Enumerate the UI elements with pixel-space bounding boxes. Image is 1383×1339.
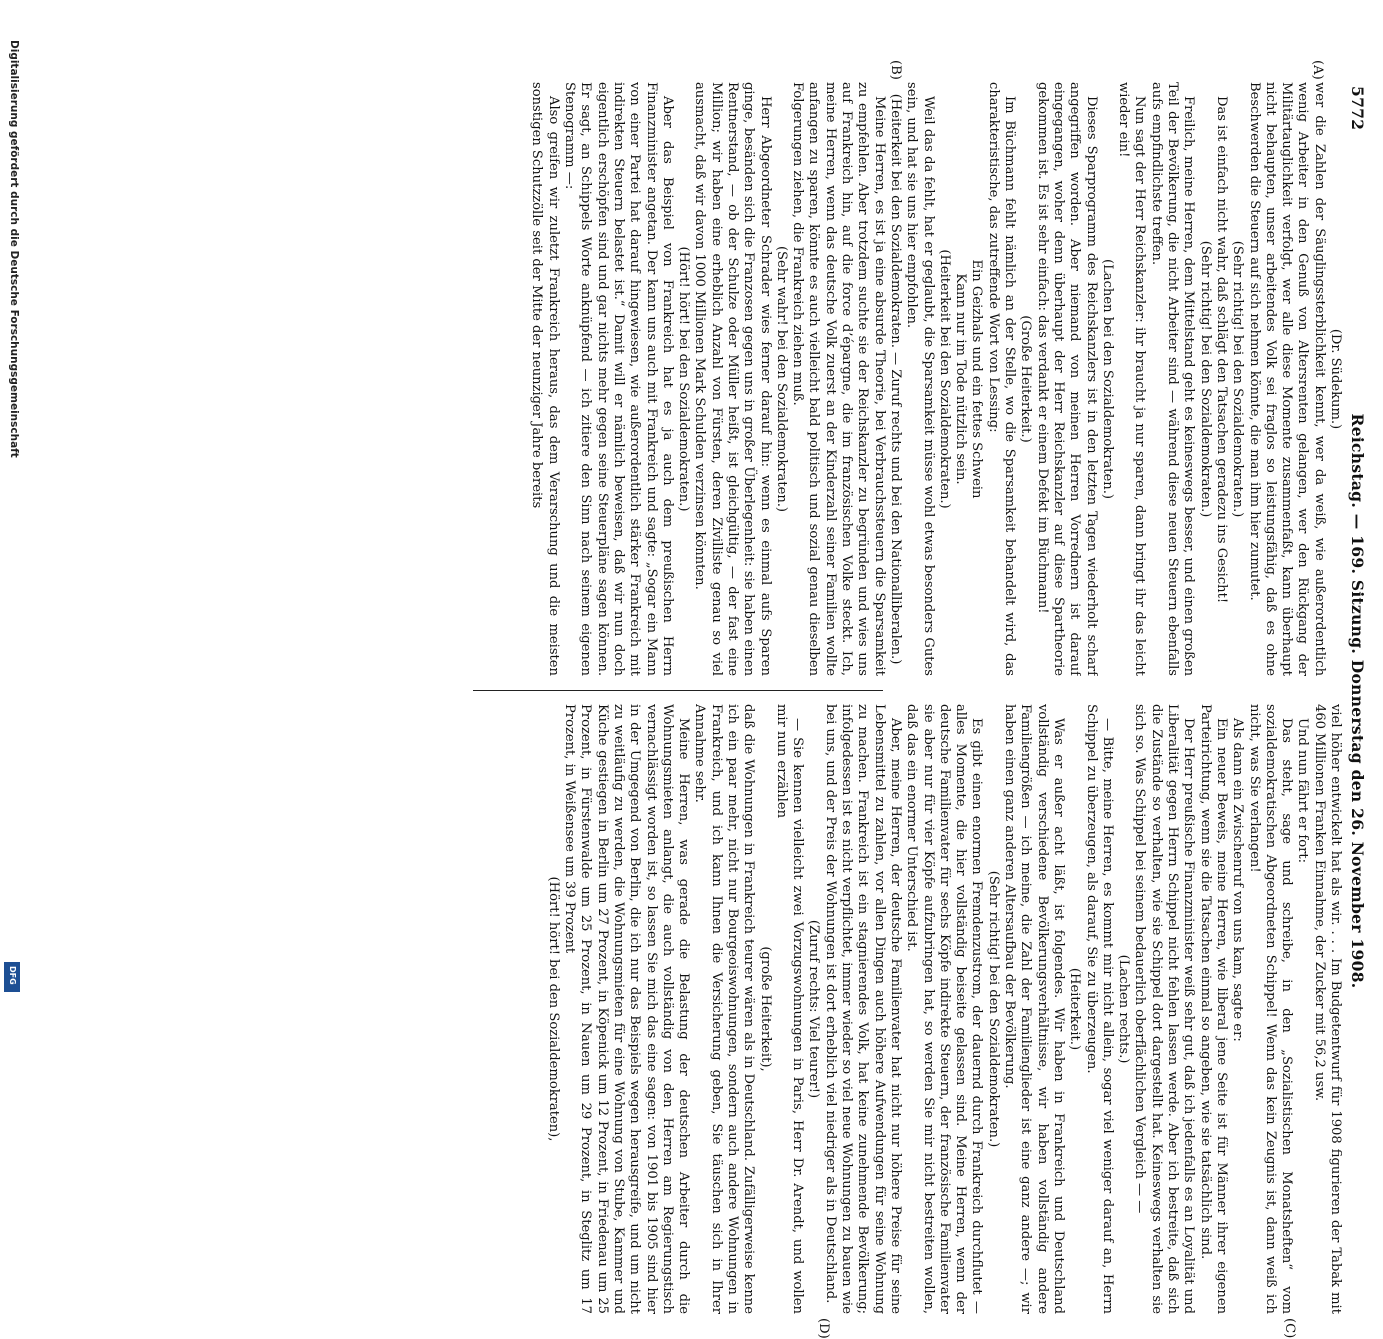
logo-text: DFG [8,966,17,985]
paragraph: Und nun fährt er fort: [1295,718,1311,864]
interjection: (Lachen rechts.) [1116,954,1132,1064]
quote-line: Ein Geizhals und ein fettes Schwein [969,259,985,499]
paragraph: — Bitte, meine Herren, es kommt mir nicht allein, sogar viel weniger darauf an, Herrn Schippel zu überzeugen, als darauf, Sie zu überzeugen. [1083,704,1115,1314]
paragraph: Der Herr preußische Finanzminister weiß sehr gut, daß ich jedenfalls es an Loyalität und Liberalität gegen Herrn Schippel nicht fehlen lassen werde. Aber ich bestreite, daß sich die Zustände so verhalten, wie sie Schippel dort dargestellt hat. Keineswegs verhalten sie sich so. Was Schippel bei seinem bedauerlich oberflächlichen Vergleich — — [1132,704,1197,1314]
paragraph: wer die Zahlen der Säuglingssterblichkeit kennt, wer da weiß, wie außerordentlich wenig Arbeiter in den Genuß von Altersrenten gelangen, wer den Rückgang der Militärtauglichkeit verfolgt, wer alle diese Momente zusammenfaßt, kann überhaupt nicht behaupten, unser arbeitendes Volk sei fraglos so leistungsfähig, daß es ohne Beschwerden die Steuern auf sich nehmen könnte, die man ihm hier zumutet. [1246,82,1327,676]
margin-mark-a: (A) [1310,60,1325,80]
paragraph: Weil das da fehlt, hat er geglaubt, die Sparsamkeit müsse wohl etwas besonders Gutes sein, und hat sie uns hier empfohlen. [904,82,936,676]
interjection: (Heiterkeit.) [1067,967,1083,1051]
paragraph: Also greifen wir zuletzt Frankreich heraus, das dem Verarschung und die meisten sonstigen Schutzzölle seit der Mitte der neunziger Jahre bereits [529,82,561,676]
paragraph: Im Büchmann fehlt nämlich an der Stelle, wo die Sparsamkeit behandelt wird, das charakteristische, das zutreffende Wort von Lessing: [985,82,1018,676]
paragraph: Meine Herren, was gerade die Belastung der deutschen Arbeiter durch die Wohnungsmieten anlangt, die auch vollständig von den Herren am Regierungstisch vernachlässigt worden ist, so lassen Sie mich das eine sagen: von 1901 bis 1905 sind hier in der Umgegend von Berlin, die ich nur das Beispiels wegen herausgreife, und um nicht zu weitläufig zu werden, die Wohnungsmieten für eine Wohnung von Stube, Kammer und Küche gestiegen in Berlin um 27 Prozent, in Köpenick um 12 Prozent, in Friedenau um 25 Prozent, in Fürstenwalde um 25 Prozent, in Nauen um 29 Prozent, in Steglitz um 17 Prozent, in Weißensee um 39 Prozent [562,704,692,1314]
paragraph: Ein neuer Beweis, meine Herren, wie liberal jene Seite ist für Männer ihrer eigenen Parteirichtung, wenn sie die Tatsachen einmal so angeben, wie sie tatsächlich sind. [1197,704,1229,1314]
running-title: Reichstag. — 169. Sitzung. Donnerstag den 26. November 1908. [1348,413,1367,989]
paragraph: Aber das Beispiel von Frankreich hat es ja auch dem preußischen Herrn Finanzminister angetan. Der kann uns auch mit Frankreich und sagte: „Sogar ein Mann von einer Partei hat darauf hingewiesen, wie außerordentlich stärker Frankreich mit indirekten Steuern belastet ist.“ Damit will er nämlich beweisen, daß wir nun doch eigentlich erschöpfen sind und gar nichts mehr gegen seine Steuerpläne sagen können. Er sagt, an Schippels Worte anknüpfend — ich zitiere den Sinn nach seinem eigenen Stenogramm —: [562,82,675,676]
interjection: (Lachen bei den Sozialdemokraten.) [1099,258,1115,499]
interjection: (Zuruf rechts: Viel teurer!) [806,919,822,1099]
paragraph: Das steht, sage und schreibe, in den „Sozialistischen Monatsheften“ vom sozialdemokratischen Abgeordneten Schippel! Wenn das kein Zeugnis ist, dann weiß ich nicht, was Sie verlangen! [1246,704,1295,1314]
paragraph: Herr Abgeordneter Schrader wies ferner darauf hin: wenn es einmal aufs Sparen ginge, besänden sich die Franzosen gegen uns in großer Überlegenheit: sie haben einen Rentnerstand, — ob der Schulze oder Müller heißt, ist gleichgültig, — der fast eine Million; wir haben eine erheblich Anzahl von Fürsten, deren Zivilliste genau so viel ausmacht, daß wir davon 1000 Millionen Mark Schulden verzinsen könnten. [692,82,773,676]
paragraph: viel höher entwickelt hat als wir. . . . Im Budgetentwurf für 1908 figurieren der Tabak mit 460 Millionen Franken Einnahme, der Zucker mit 56,2 usw. [1311,704,1343,1314]
speaker-name: (Dr. Südekum.) [1328,328,1343,430]
column-divider [473,690,883,691]
interjection: (Hört! hört! bei den Sozialdemokraten.) [676,246,692,512]
paragraph: Nun sagt der Herr Reichskanzler: ihr braucht ja nur sparen, dann bringt ihr das leicht wieder ein! [1116,82,1148,676]
paragraph: Was er außer acht läßt, ist folgendes. Wir haben in Frankreich und Deutschland vollständig verschiedene Bevölkerungsverhältnisse, wir haben vollständig andere Familiengrößen — ich meine, die Zahl der Familienglieder ist eine ganz andere —; wir haben einen ganz anderen Altersaufbau der Bevölkerung. [1002,704,1066,1314]
paragraph: Das ist einfach nicht wahr, daß schlägt den Tatsachen geradezu ins Gesicht! [1213,96,1229,604]
interjection: (Sehr richtig! bei den Sozialdemokraten.) [1197,240,1213,518]
paragraph: Dieses Sparprogramm des Reichskanzlers ist in den letzten Tagen wiederholt scharf angegriffen worden. Aber niemand von meinen Herren Vorrednern ist darauf eingegangen, woher denn überhaupt der Herr Reichskanzler auf diese Spartheorie gekommen ist. Es ist sehr einfach: das verdankt er einem Defekt im Büchmann! [1034,82,1099,676]
interjection: (Heiterkeit bei den Sozialdemokraten. — Zuruf rechts und bei den Nationalliberalen.) [887,93,903,665]
interjection: (große Heiterkeit), [757,946,773,1072]
right-column [503,704,1343,1314]
interjection: (Heiterkeit bei den Sozialdemokraten.) [936,249,952,509]
interjection: (Sehr richtig! bei den Sozialdemokraten.) [1230,240,1246,518]
interjection: (Hört! hört! bei den Sozialdemokraten), [545,876,561,1142]
paragraph: daß die Wohnungen in Frankreich teurer wären als in Deutschland. Zufälligerweise kenne ich ein paar mehr, nicht nur Bourgeoiswohnungen, sondern auch andere Wohnungen in Frankreich, und ich kann Ihnen die Versicherung geben, Sie täuschen sich in Ihrer Annahme sehr. [692,704,757,1314]
dfg-logo [4,962,20,992]
left-column [503,82,1343,676]
paragraph: Als dann ein Zwischenruf von uns kam, sagte er: [1230,718,1246,1042]
margin-mark-c: (C) [1282,1318,1297,1339]
paragraph: Es gibt einen enormen Fremdenzustrom, der dauernd durch Frankreich durchflutet — alles Momente, die hier vollständig beiseite gelassen sind. Meine Herren, wenn der deutsche Familienvater für sechs Köpfe indirekte Steuern, der französische Familienvater sie aber nur für vier Köpfe aufzubringen hat, so werden Sie mir nicht bestreiten wollen, daß das ein enormer Unterschied ist. [904,704,985,1314]
interjection: (Große Heiterkeit.) [1018,315,1034,443]
paragraph: Freilich, meine Herren, dem Mittelstand geht es keineswegs besser, und einen großen Teil der Bevölkerung, die nicht Arbeiter sind — während diese neuen Steuern ebenfalls aufs empfindlichste treffen. [1148,82,1197,676]
interjection: (Sehr richtig! bei den Sozialdemokraten.) [985,870,1001,1148]
margin-mark-b: (B) [888,60,903,80]
page-number: 5772 [1348,86,1367,131]
margin-mark-d: (D) [816,1318,831,1339]
page-header [1343,86,1377,1316]
paragraph: Meine Herren, es ist ja eine absurde Theorie, bei Verbrauchssteuern die Sparsamkeit zu empfehlen. Aber trotzdem suchte sie der Reichskanzler zu begründen und wies uns auf Frankreich hin, auf die force d’épargne, die im französischen Volke steckt. Ich, meine Herren, wenn das deutsche Volk zuerst an der Kinderzahl seiner Familien wollte anfangen zu sparen, könnte es auch vielleicht bald politisch und sozial genau dieselben Folgerungen ziehen, die Frankreich ziehen muß. [790,82,887,676]
credit-text: Digitalisierung gefördert durch die Deutsche Forschungsgemeinschaft [8,40,20,458]
paragraph: — Sie kennen vielleicht zwei Vorzugswohnungen in Paris, Herr Dr. Arendt, und wollen mir nun erzählen [773,704,806,1314]
interjection: (Sehr wahr! bei den Sozialdemokraten.) [773,245,789,513]
digitization-credit [6,0,26,1000]
paragraph: Aber, meine Herren, der deutsche Familienvater hat nicht nur höhere Preise für seine Lebensmittel zu zahlen, vor allen Dingen auch höhere Aufwendungen für seine Wohnung zu machen. Frankreich ist ein stagnierendes Volk, hat keine zunehmende Bevölkerung; infolgedessen ist es nicht verpflichtet, immer wieder so viel neue Wohnungen zu bauen wie bei uns, und der Preis der Wohnungen ist dort erheblich viel niedriger als in Deutschland. [822,704,903,1314]
quote-line: Kann nur im Tode nützlich sein. [953,273,969,485]
